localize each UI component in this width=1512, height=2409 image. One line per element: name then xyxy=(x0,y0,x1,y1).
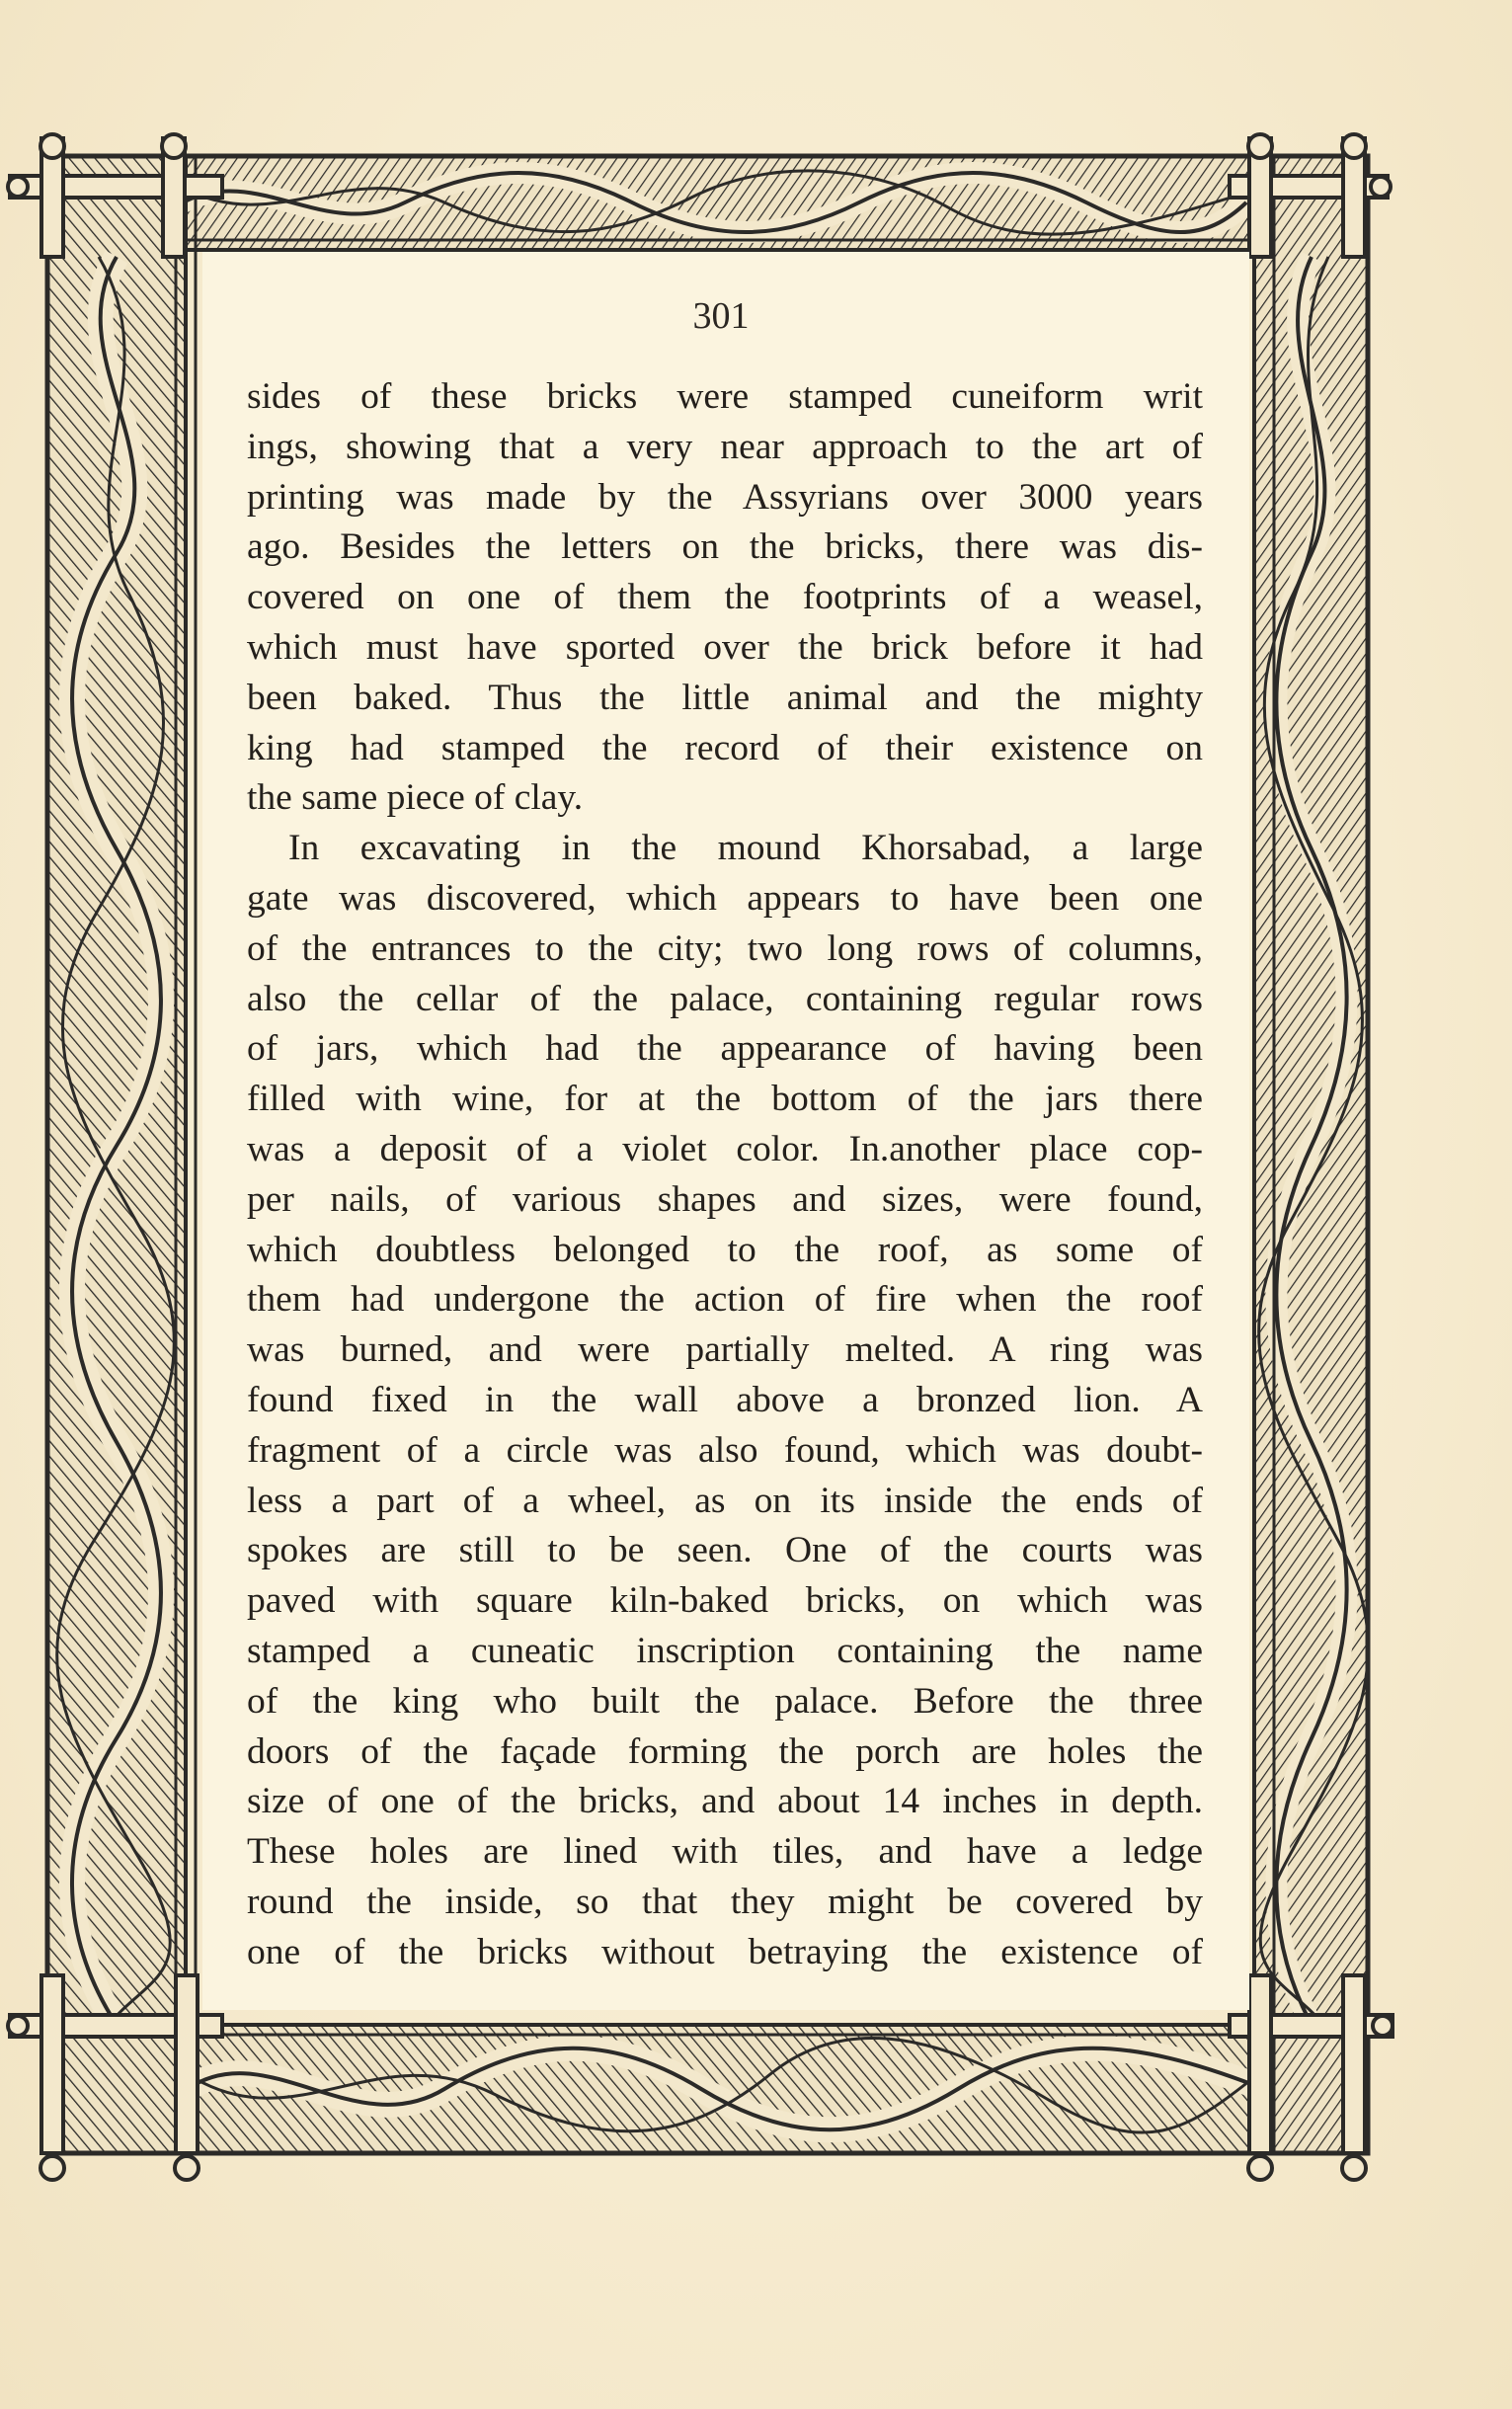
text-line: also the cellar of the palace, containing regular rows xyxy=(247,978,1203,1019)
text-line: which must have sported over the brick before it had xyxy=(247,626,1203,668)
text-line: spokes are still to be seen. One of the courts was xyxy=(247,1530,1203,1571)
text-line: been baked. Thus the little animal and the mighty xyxy=(247,677,1203,718)
text-line: printing was made by the Assyrians over 3000 years xyxy=(247,476,1203,518)
body-text xyxy=(247,372,1203,1978)
text-line: was burned, and were partially melted. A ring was xyxy=(247,1329,1203,1371)
text-line: was a deposit of a violet color. In.another place cop- xyxy=(247,1128,1203,1169)
text-line: of the king who built the palace. Before the three xyxy=(247,1680,1203,1722)
paragraph-2 xyxy=(247,824,1203,1977)
text-line: ings, showing that a very near approach to the art of xyxy=(247,426,1203,467)
paragraph-1 xyxy=(247,372,1203,824)
bottom-border-band xyxy=(173,2025,1274,2153)
left-border-column xyxy=(47,156,196,2153)
text-line: which doubtless belonged to the roof, as some of xyxy=(247,1229,1203,1270)
text-line: per nails, of various shapes and sizes, were found, xyxy=(247,1178,1203,1220)
text-line: the same piece of clay. xyxy=(247,777,584,819)
top-border-band xyxy=(173,156,1254,250)
text-line: less a part of a wheel, as on its inside the ends of xyxy=(247,1480,1203,1521)
text-line: fragment of a circle was also found, which was doubt- xyxy=(247,1429,1203,1471)
text-line: found fixed in the wall above a bronzed lion. A xyxy=(247,1379,1203,1420)
text-line: king had stamped the record of their existence on xyxy=(247,727,1203,768)
text-line: gate was discovered, which appears to have been one xyxy=(247,877,1203,919)
text-line: These holes are lined with tiles, and have a ledge xyxy=(247,1831,1203,1873)
right-border-column xyxy=(1254,156,1368,2153)
text-line: of jars, which had the appearance of having been xyxy=(247,1028,1203,1070)
text-line: one of the bricks without betraying the existence of xyxy=(247,1931,1203,1972)
text-line: size of one of the bricks, and about 14 inches in depth. xyxy=(247,1781,1203,1822)
text-line: stamped a cuneatic inscription containing the name xyxy=(247,1630,1203,1671)
text-line: sides of these bricks were stamped cuneiform writ xyxy=(247,376,1203,417)
text-line: of the entrances to the city; two long rows of columns, xyxy=(247,927,1203,969)
text-line: round the inside, so that they might be covered by xyxy=(247,1881,1203,1922)
text-line: ago. Besides the letters on the bricks, there was dis- xyxy=(247,526,1203,568)
text-line: doors of the façade forming the porch are holes the xyxy=(247,1730,1203,1772)
page-number: 301 xyxy=(692,295,750,337)
text-line: filled with wine, for at the bottom of the jars there xyxy=(247,1079,1203,1120)
text-line: them had undergone the action of fire when the roof xyxy=(247,1279,1203,1321)
text-line: covered on one of them the footprints of a weasel, xyxy=(247,577,1203,618)
text-line: paved with square kiln-baked bricks, on which was xyxy=(247,1580,1203,1622)
text-line: In excavating in the mound Khorsabad, a large xyxy=(288,828,1203,869)
